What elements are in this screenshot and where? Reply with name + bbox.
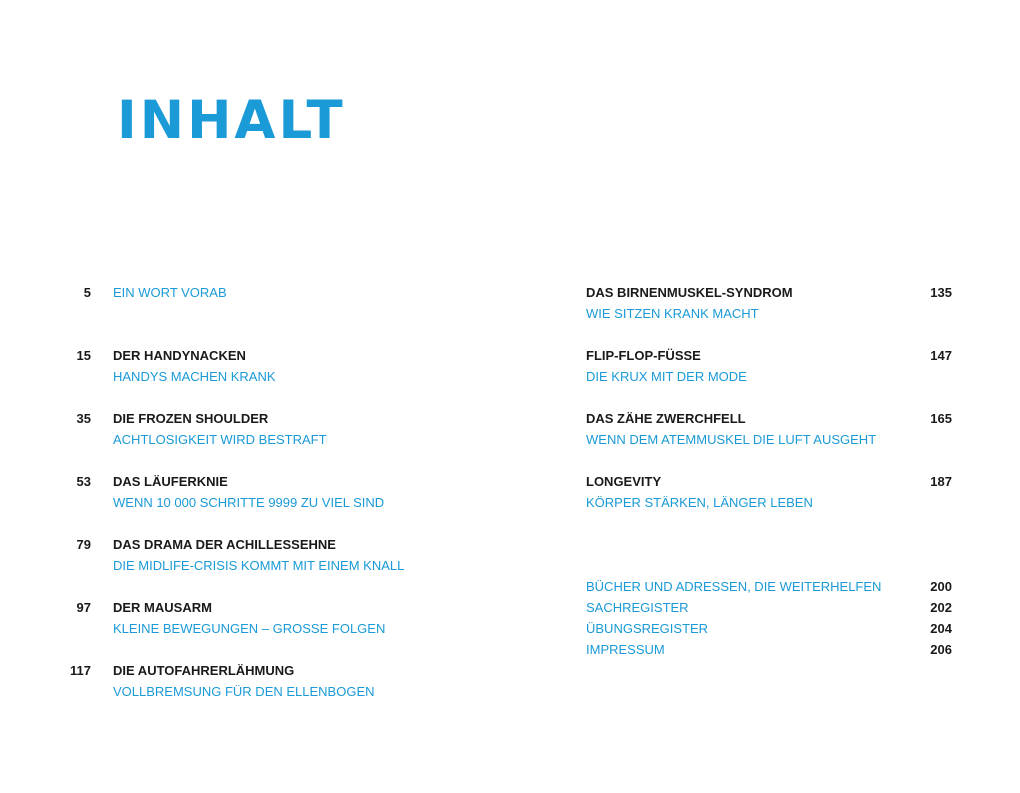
toc-subtitle: WIE SITZEN KRANK MACHT <box>586 306 759 321</box>
toc-right-column <box>586 282 966 660</box>
toc-entry[interactable] <box>586 408 966 471</box>
toc-page-number: 79 <box>76 537 91 552</box>
appendix-page-number: 202 <box>930 600 952 615</box>
toc-heading: DAS DRAMA DER ACHILLESSEHNE <box>113 537 336 552</box>
toc-entry[interactable] <box>60 534 480 597</box>
appendix-item[interactable] <box>586 639 966 660</box>
toc-subtitle: ACHTLOSIGKEIT WIRD BESTRAFT <box>113 432 327 447</box>
appendix-item[interactable] <box>586 597 966 618</box>
toc-entry[interactable] <box>60 408 480 471</box>
toc-subtitle: HANDYS MACHEN KRANK <box>113 369 276 384</box>
toc-heading: FLIP-FLOP-FÜSSE <box>586 348 701 363</box>
appendix-page-number: 206 <box>930 642 952 657</box>
toc-heading: DAS ZÄHE ZWERCHFELL <box>586 411 746 426</box>
toc-heading: DIE FROZEN SHOULDER <box>113 411 269 426</box>
toc-subtitle: WENN 10 000 SCHRITTE 9999 ZU VIEL SIND <box>113 495 385 510</box>
toc-subtitle: EIN WORT VORAB <box>113 285 227 300</box>
toc-page-number: 187 <box>930 474 952 489</box>
toc-entry[interactable] <box>60 345 480 408</box>
toc-heading: DAS BIRNENMUSKEL-SYNDROM <box>586 285 793 300</box>
toc-left-column <box>60 282 480 723</box>
appendix-label: BÜCHER UND ADRESSEN, DIE WEITERHELFEN <box>586 579 882 594</box>
toc-subtitle: KÖRPER STÄRKEN, LÄNGER LEBEN <box>586 495 813 510</box>
toc-heading: DER MAUSARM <box>113 600 212 615</box>
toc-subtitle: VOLLBREMSUNG FÜR DEN ELLENBOGEN <box>113 684 375 699</box>
toc-page-number: 135 <box>930 285 952 300</box>
page-title: INHALT <box>117 89 346 151</box>
toc-subtitle: DIE KRUX MIT DER MODE <box>586 369 747 384</box>
toc-subtitle: KLEINE BEWEGUNGEN – GROSSE FOLGEN <box>113 621 386 636</box>
appendix-label: ÜBUNGSREGISTER <box>586 621 709 636</box>
appendix-label: IMPRESSUM <box>586 642 665 657</box>
toc-entry[interactable] <box>586 471 966 534</box>
toc-subtitle: WENN DEM ATEMMUSKEL DIE LUFT AUSGEHT <box>586 432 877 447</box>
appendix-page-number: 204 <box>930 621 952 636</box>
toc-page-number: 97 <box>76 600 91 615</box>
toc-heading: DAS LÄUFERKNIE <box>113 474 228 489</box>
toc-entry[interactable] <box>60 597 480 660</box>
toc-entry[interactable] <box>586 282 966 345</box>
toc-page-number: 15 <box>76 348 91 363</box>
appendix-page-number: 200 <box>930 579 952 594</box>
toc-heading: DIE AUTOFAHRERLÄHMUNG <box>113 663 295 678</box>
toc-heading: LONGEVITY <box>586 474 662 489</box>
toc-entry[interactable] <box>60 471 480 534</box>
toc-page-number: 147 <box>930 348 952 363</box>
appendix-item[interactable] <box>586 576 966 597</box>
toc-page-number: 53 <box>76 474 91 489</box>
appendix-label: SACHREGISTER <box>586 600 689 615</box>
toc-entry[interactable] <box>60 660 480 723</box>
toc-entry[interactable] <box>60 282 480 345</box>
toc-subtitle: DIE MIDLIFE-CRISIS KOMMT MIT EINEM KNALL <box>113 558 405 573</box>
toc-page-number: 165 <box>930 411 952 426</box>
toc-page-number: 117 <box>70 663 91 678</box>
toc-page-number: 35 <box>76 411 91 426</box>
toc-appendix <box>586 576 966 660</box>
toc-heading: DER HANDYNACKEN <box>113 348 246 363</box>
toc-entry[interactable] <box>586 345 966 408</box>
toc-page-number: 5 <box>83 285 91 300</box>
appendix-item[interactable] <box>586 618 966 639</box>
